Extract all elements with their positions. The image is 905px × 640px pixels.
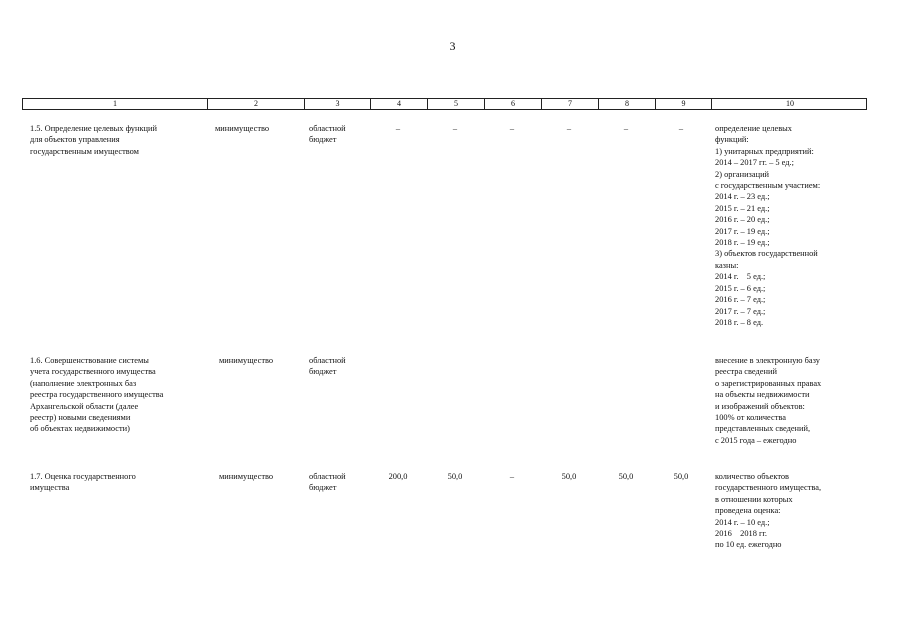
table-header — [22, 98, 867, 110]
executor-cell: минимущество — [219, 472, 274, 481]
value-cell: – — [509, 472, 515, 481]
value-cell: 200,0 — [388, 472, 408, 481]
result-cell: внесение в электронную базу реестра сведений о зарегистрированных правах на объекты недвижимости и изображений объектов: 100% от количества представленных сведений, с 2015 года – ежегодно — [715, 356, 822, 445]
column-header-5: 5 — [427, 99, 484, 109]
funding-source-cell: областной бюджет — [309, 472, 346, 493]
column-header-2: 2 — [207, 99, 304, 109]
column-header-3: 3 — [304, 99, 370, 109]
value-cell: – — [678, 124, 684, 133]
value-cell: 50,0 — [447, 472, 463, 481]
executor-cell: минимущество — [215, 124, 270, 133]
column-header-1: 1 — [113, 99, 117, 108]
column-header-7: 7 — [541, 99, 598, 109]
value-cell: – — [623, 124, 629, 133]
value-cell: 50,0 — [561, 472, 577, 481]
value-cell: 50,0 — [618, 472, 634, 481]
value-cell: – — [395, 124, 401, 133]
funding-source-cell: областной бюджет — [309, 356, 346, 377]
value-cell: – — [566, 124, 572, 133]
result-cell: определение целевых функций: 1) унитарных предприятий: 2014 – 2017 гг. – 5 ед.; 2) организаций с государственным участием: 2014 г. – 23 ед.; 2015 г. – 21 ед.; 2016 г. – 20 ед.; 2017 г. – 19 ед.; 2018 г. – 19 ед.; 3) объектов государственной казны: 2014 г. 5 ед.; 2015 г. – 6 ед.; 2016 г. – 7 ед.; 2017 г. – 7 ед.; 2018 г. – 8 ед. — [715, 124, 821, 327]
funding-source-cell: областной бюджет — [309, 124, 346, 145]
measure-cell: 1.6. Совершенствование системы учета государственного имущества (наполнение электронных баз реестра государственного имущества Архангельской области (далее реестр) новыми сведениями об объектах недвижимости) — [30, 356, 164, 434]
column-header-4: 4 — [370, 99, 427, 109]
column-header-8: 8 — [598, 99, 655, 109]
value-cell: – — [452, 124, 458, 133]
measure-cell: 1.5. Определение целевых функций для объектов управления государственным имуществом — [30, 124, 157, 156]
column-header-9: 9 — [655, 99, 711, 109]
column-header-6: 6 — [484, 99, 541, 109]
column-header-10: 10 — [711, 99, 868, 109]
value-cell: 50,0 — [673, 472, 689, 481]
value-cell: – — [509, 124, 515, 133]
measure-cell: 1.7. Оценка государственного имущества — [30, 472, 136, 493]
result-cell: количество объектов государственного имущества, в отношении которых проведена оценка: 2014 г. – 10 ед.; 2016 2018 гг. по 10 ед. ежегодно — [715, 472, 822, 550]
executor-cell: минимущество — [219, 356, 274, 365]
page-number: 3 — [449, 39, 456, 53]
